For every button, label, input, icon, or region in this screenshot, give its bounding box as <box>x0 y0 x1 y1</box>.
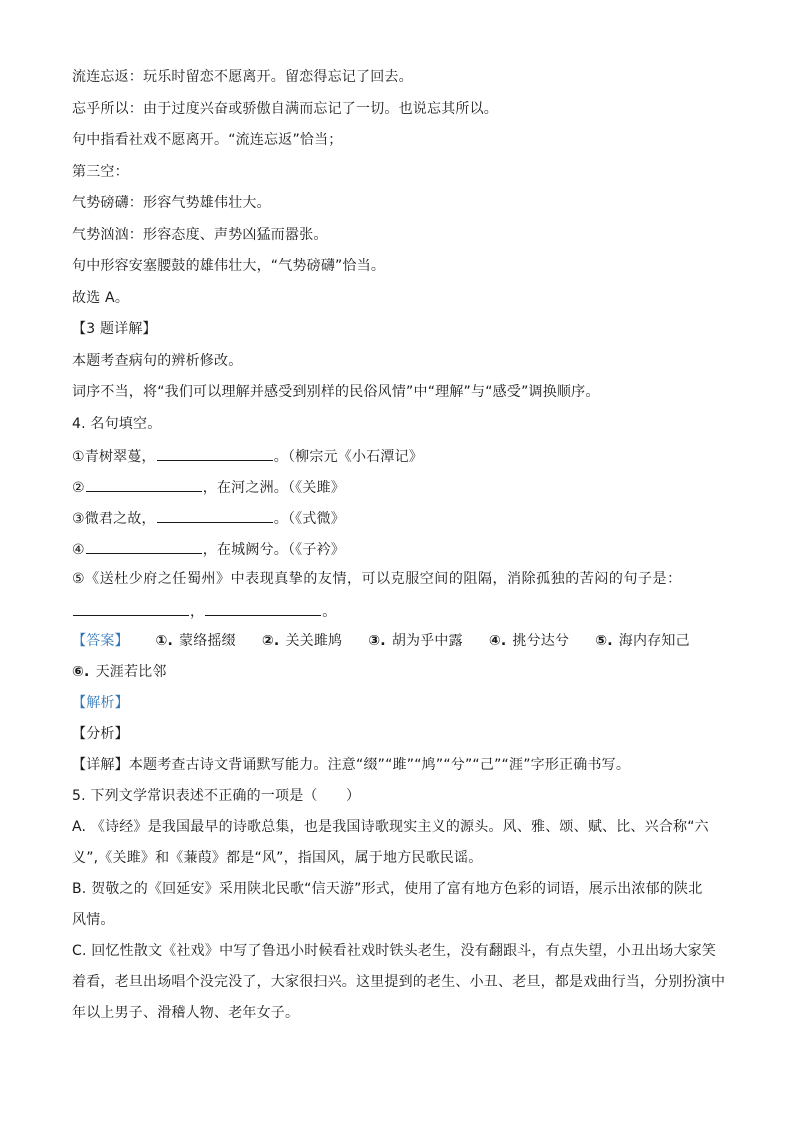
answer-number: ①. <box>155 633 174 649</box>
text-line: 句中指看社戏不愿离开。“流连忘返”恰当； <box>72 132 343 148</box>
text-line: 本题考查病句的辨析修改。 <box>72 353 243 369</box>
option-c-line-2: 着看，老旦出场唱个没完没了，大家很扫兴。这里提到的老生、小丑、老旦，都是戏曲行当，分别扮演中 <box>72 974 726 990</box>
text-line: 流连忘返：玩乐时留恋不愿离开。留恋得忘记了回去。 <box>72 69 413 85</box>
fill-blank-item-4 <box>72 539 345 559</box>
answer-item <box>368 633 489 649</box>
answer-text: 胡为乎中露 <box>391 633 463 649</box>
item-prefix: ④ <box>72 542 85 558</box>
answer-text: 海内存知己 <box>618 633 690 649</box>
answer-item <box>155 633 261 649</box>
option-c-line-3: 年以上男子、滑稽人物、老年女子。 <box>72 1005 300 1021</box>
item-prefix: ①青树翠蔓， <box>72 449 156 465</box>
question-4-title: 4. 名句填空。 <box>72 416 162 432</box>
separator: ， <box>190 604 205 620</box>
detail-label: 【详解】 <box>72 757 129 773</box>
item-suffix: ，在河之洲。（《关雎》 <box>202 480 345 496</box>
answer-number: ⑥. <box>72 664 90 680</box>
answer-blank <box>205 601 321 616</box>
text-line: 气势汹汹：形容态度、声势凶猛而嚣张。 <box>72 227 328 243</box>
section-heading: 【3 题详解】 <box>72 321 157 337</box>
analysis-subheading: 【分析】 <box>72 726 129 742</box>
answer-blank <box>157 446 273 461</box>
answer-text: 关关雎鸠 <box>285 633 343 649</box>
fill-blank-item-3 <box>72 508 345 528</box>
text-line: 故选 A。 <box>72 290 130 306</box>
answer-line <box>72 632 690 650</box>
answer-text: 挑兮达兮 <box>512 633 570 649</box>
answer-number: ⑤. <box>595 633 613 649</box>
option-a-line-2: 义”,《关雎》和《蒹葭》都是“风”，指国风，属于地方民歌民谣。 <box>72 850 483 866</box>
answer-blank <box>73 601 189 616</box>
detail-line <box>72 756 630 774</box>
answer-number: ④. <box>488 633 507 649</box>
answer-blank <box>86 477 202 492</box>
answer-text: 蒙络摇缀 <box>179 633 236 649</box>
option-b-line-1: B. 贺敬之的《回延安》采用陕北民歌“信天游”形式，使用了富有地方色彩的词语，展示出浓郁的陕北 <box>72 881 703 897</box>
answer-number: ③. <box>368 633 386 649</box>
fill-blank-item-5: ⑤《送杜少府之任蜀州》中表现真挚的友情，可以克服空间的阻隔，消除孤独的苦闷的句子是： <box>72 571 682 587</box>
answer-item <box>595 633 690 649</box>
item-prefix: ③微君之故， <box>72 511 156 527</box>
fill-blank-item-5-blanks <box>72 601 336 621</box>
item-prefix: ② <box>72 480 85 496</box>
answer-item <box>262 633 368 649</box>
analysis-label: 【解析】 <box>72 695 129 711</box>
answer-label: 【答案】 <box>72 633 129 649</box>
item-suffix: 。（柳宗元《小石潭记》 <box>273 449 423 465</box>
answer-blank <box>86 539 202 554</box>
answer-text: 天涯若比邻 <box>95 664 167 680</box>
fill-blank-item-1 <box>72 446 423 466</box>
question-5-title: 5. 下列文学常识表述不正确的一项是（ ） <box>72 788 361 804</box>
fill-blank-item-2 <box>72 477 345 497</box>
item-suffix: 。 <box>322 604 337 620</box>
text-line: 句中形容安塞腰鼓的雄伟壮大，“气势磅礴”恰当。 <box>72 258 386 274</box>
option-b-line-2: 风情。 <box>72 912 115 928</box>
answer-line-2 <box>72 663 167 681</box>
item-suffix: 。（《式微》 <box>273 511 345 527</box>
text-line: 词序不当，将“我们可以理解并感受到别样的民俗风情”中“理解”与“感受”调换顺序。 <box>72 384 600 400</box>
option-a-line-1: A. 《诗经》是我国最早的诗歌总集，也是我国诗歌现实主义的源头。风、雅、颂、赋、比、兴合称“六 <box>72 819 709 835</box>
text-line: 气势磅礴：形容气势雄伟壮大。 <box>72 195 271 211</box>
answer-item <box>489 633 595 649</box>
detail-text: 本题考查古诗文背诵默写能力。注意“缀”“雎”“鸠”“兮”“己”“涯”字形正确书写。 <box>128 757 631 773</box>
text-line: 第三空： <box>72 164 129 180</box>
answer-number: ②. <box>261 633 280 649</box>
option-c-line-1: C. 回忆性散文《社戏》中写了鲁迅小时候看社戏时铁头老生，没有翻跟斗，有点失望，小丑出场大家笑 <box>72 943 717 959</box>
item-suffix: ，在城阙兮。（《子衿》 <box>202 542 345 558</box>
text-line: 忘乎所以：由于过度兴奋或骄傲自满而忘记了一切。也说忘其所以。 <box>72 101 498 117</box>
answer-blank <box>157 508 273 523</box>
